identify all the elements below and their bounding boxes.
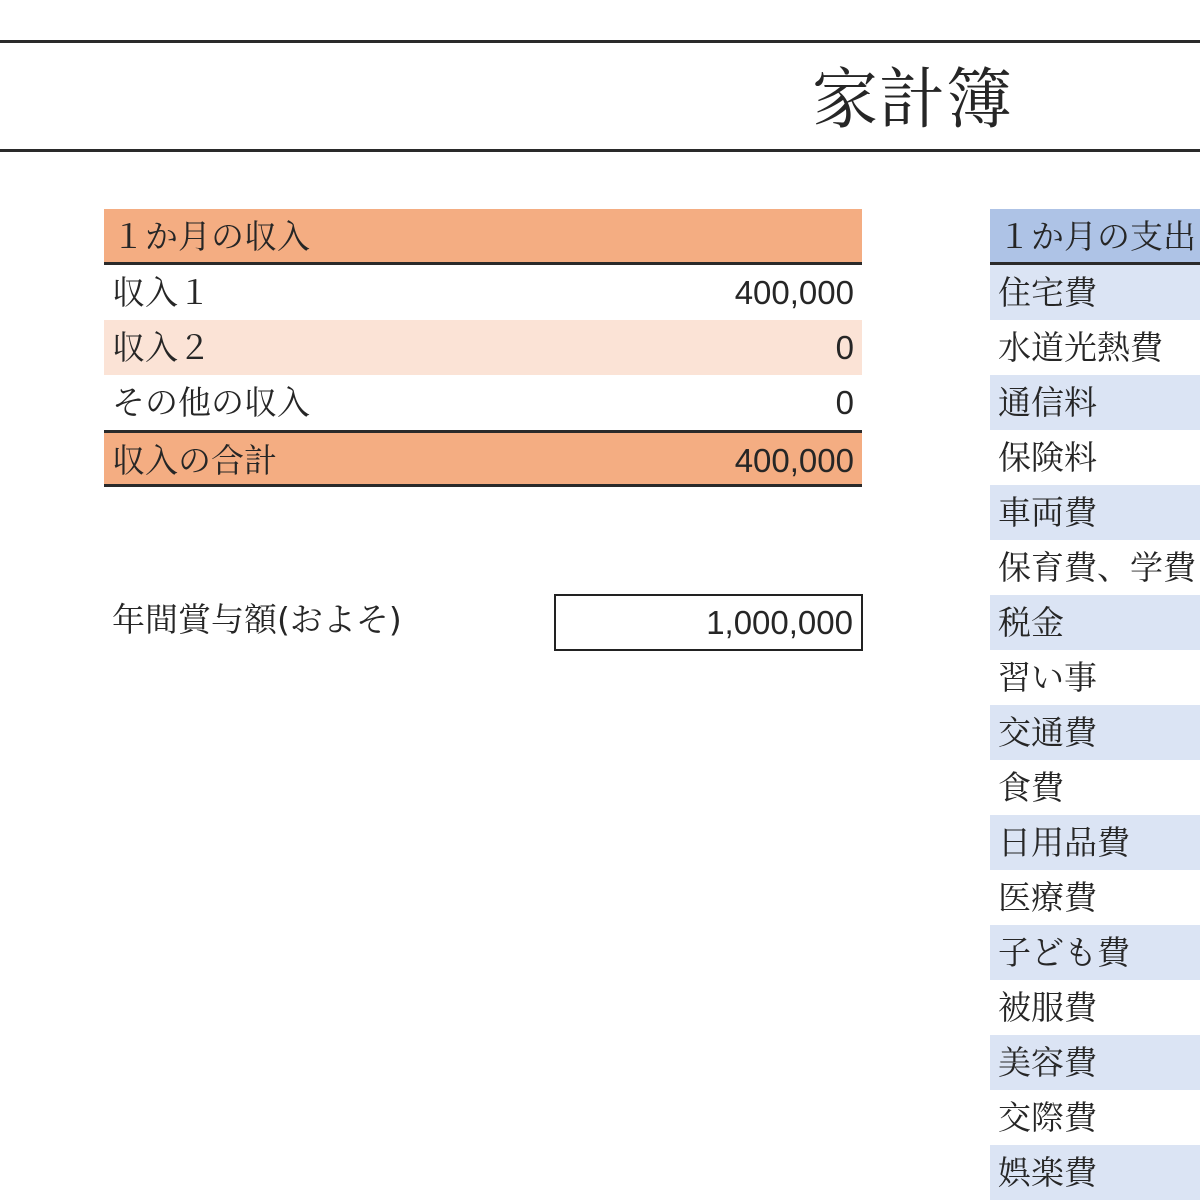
- expense-row[interactable]: [990, 815, 1200, 870]
- income-row-label: その他の収入: [112, 383, 310, 422]
- expense-row-label: 子ども費: [998, 933, 1130, 972]
- expense-row-label: 習い事: [998, 658, 1097, 697]
- expense-header-row[interactable]: [990, 209, 1200, 265]
- income-row-label: 収入２: [112, 328, 211, 367]
- income-row-value[interactable]: 400,000: [734, 274, 854, 311]
- expense-row-label: 保険料: [998, 438, 1097, 477]
- expense-row[interactable]: [990, 540, 1200, 595]
- expense-header-label: １か月の支出: [998, 217, 1196, 256]
- title-band: [0, 40, 1200, 152]
- expense-row[interactable]: [990, 485, 1200, 540]
- income-header-label: １か月の収入: [112, 217, 310, 256]
- annual-bonus-label: 年間賞与額(およそ): [112, 600, 402, 639]
- expense-row-label: 住宅費: [998, 273, 1097, 312]
- expense-row-label: 医療費: [998, 878, 1097, 917]
- annual-bonus-field[interactable]: [554, 594, 863, 651]
- income-row-other[interactable]: [104, 375, 862, 430]
- expense-row[interactable]: [990, 595, 1200, 650]
- page-title: 家計簿: [812, 61, 1013, 138]
- expense-row[interactable]: [990, 870, 1200, 925]
- expense-row-label: 通信料: [998, 383, 1097, 422]
- expense-row[interactable]: [990, 650, 1200, 705]
- income-total-row[interactable]: [104, 430, 862, 487]
- income-row-value[interactable]: 0: [835, 384, 854, 421]
- expense-row-label: 日用品費: [998, 823, 1130, 862]
- expense-row[interactable]: [990, 430, 1200, 485]
- expense-table: [990, 209, 1200, 1200]
- expense-row-label: 車両費: [998, 493, 1097, 532]
- expense-row-label: 娯楽費: [998, 1153, 1097, 1192]
- expense-row-label: 交際費: [998, 1098, 1097, 1137]
- expense-row-label: 水道光熱費: [998, 328, 1163, 367]
- expense-row[interactable]: [990, 1145, 1200, 1200]
- income-row-value[interactable]: 0: [835, 329, 854, 366]
- expense-row-label: 食費: [998, 768, 1064, 807]
- income-row-1[interactable]: [104, 265, 862, 320]
- expense-row-label: 保育費、学費: [998, 548, 1196, 587]
- income-row-2[interactable]: [104, 320, 862, 375]
- expense-row[interactable]: [990, 925, 1200, 980]
- expense-row[interactable]: [990, 265, 1200, 320]
- expense-row[interactable]: [990, 980, 1200, 1035]
- annual-bonus-value[interactable]: 1,000,000: [706, 604, 853, 641]
- income-total-value[interactable]: 400,000: [734, 442, 854, 479]
- income-row-label: 収入１: [112, 273, 211, 312]
- expense-row[interactable]: [990, 375, 1200, 430]
- expense-row-label: 税金: [998, 603, 1064, 642]
- expense-row[interactable]: [990, 760, 1200, 815]
- expense-row[interactable]: [990, 1090, 1200, 1145]
- expense-row-label: 美容費: [998, 1043, 1097, 1082]
- expense-row[interactable]: [990, 320, 1200, 375]
- expense-row[interactable]: [990, 705, 1200, 760]
- expense-row-label: 交通費: [998, 713, 1097, 752]
- income-table: [104, 209, 862, 487]
- expense-row[interactable]: [990, 1035, 1200, 1090]
- income-header-row[interactable]: [104, 209, 862, 265]
- expense-row-label: 被服費: [998, 988, 1097, 1027]
- income-total-label: 収入の合計: [112, 441, 277, 480]
